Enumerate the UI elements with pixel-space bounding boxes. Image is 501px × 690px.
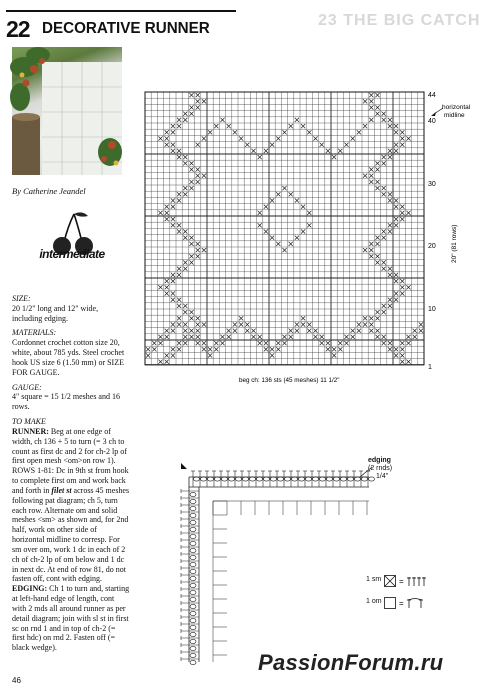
- filet-stitch-term: filet st: [51, 485, 72, 495]
- edging-detail-size: 1/4": [376, 473, 389, 481]
- gauge-text: 4" square = 15 1/2 meshes and 16 rows.: [12, 392, 120, 412]
- midline-label: horizontal midline: [442, 104, 471, 119]
- edging-label: EDGING:: [12, 584, 48, 594]
- edging-text: Ch 1 to turn and, starting at left-hand edge of length, cont with 2 mds all around runner as per detail diagram; join with sl st in first sc on rnd 1 and in top of ch-2 (= first hdc) on rnd 2. Fasten off (= black wedge).: [12, 584, 130, 653]
- cherries-icon: [24, 212, 120, 252]
- svg-text:=: =: [399, 577, 404, 586]
- chart-width-label: beg ch: 136 sts (45 meshes) 11 1/2": [239, 377, 340, 384]
- to-make-heading: TO MAKE: [12, 417, 46, 427]
- legend-om-label: 1 om: [366, 598, 382, 605]
- fasten-off-wedge-icon: [181, 463, 187, 469]
- pattern-number: 22: [6, 16, 30, 42]
- facing-page-title: 23 THE BIG CATCH: [318, 12, 481, 29]
- page-title: DECORATIVE RUNNER: [42, 20, 210, 37]
- svg-text:=: =: [399, 599, 404, 608]
- gauge-heading: GAUGE:: [12, 382, 42, 392]
- materials-text: Cordonnet crochet cotton size 20, white, about 785 yds. Steel crochet hook US size 6 (1.50 mm) or SIZE FOR GAUGE.: [12, 338, 125, 377]
- size-text: 20 1/2" long and 12" wide, including edging.: [12, 303, 99, 323]
- row-label-30: 30: [428, 181, 436, 188]
- edging-detail-rounds: (2 rnds): [368, 465, 393, 473]
- materials-heading: MATERIALS:: [12, 328, 57, 338]
- edging-stitch-diagram: [175, 455, 415, 670]
- skill-level-label: intermediate: [39, 247, 105, 261]
- solid-mesh-symbol-icon: [384, 574, 444, 588]
- runner-label: RUNNER:: [12, 426, 49, 436]
- chart-length-label: 20" (81 rows): [451, 224, 458, 263]
- legend-sm-label: 1 sm: [366, 576, 382, 583]
- row-label-20: 20: [428, 243, 436, 250]
- runner-text-2: across 45 meshes following pat diagram; ch 5, turn each row. Alternate om and solid meshes <sm> as shown and, for 2nd half, work on other side of horizontal midline to corresp. For sm over om, work 1 dc in each of 2 ch of ch-2 lp of om below and 1 dc in next dc. At end of row 81, do not fasten off, cont with edging.: [12, 485, 130, 584]
- page-number: 46: [12, 676, 21, 685]
- filet-chart-grid: [125, 88, 471, 388]
- row-label-1: 1: [428, 364, 432, 371]
- skill-level-badge: [24, 212, 120, 268]
- runner-instructions: [12, 427, 130, 653]
- stitch-legend: [366, 570, 476, 620]
- row-label-40: 40: [428, 118, 436, 125]
- edging-detail-title: edging: [368, 457, 391, 464]
- size-heading: SIZE:: [12, 294, 31, 303]
- row-label-10: 10: [428, 306, 436, 313]
- legend-om-row: [366, 598, 382, 605]
- open-mesh-symbol-icon: [384, 596, 444, 610]
- pattern-header: [6, 10, 236, 42]
- runner-text-1: Beg at one edge of width, ch 136 + 5 to turn (= 3 ch to count as first dc and 2 for ch-2 lp of first open mesh <om>on row 1). ROWS 1-81: Dc in 9th st from hook to complete first om and work back and forth in: [12, 426, 129, 495]
- row-label-44: 44: [428, 92, 436, 99]
- photo-illustration: [12, 47, 122, 175]
- filet-chart: [125, 88, 471, 388]
- site-watermark: PassionForum.ru: [258, 650, 444, 675]
- legend-sm-row: [366, 576, 381, 583]
- instructions-column: [12, 294, 130, 653]
- author-byline: By Catherine Jeandel: [12, 186, 86, 196]
- runner-photo: [12, 47, 122, 175]
- edging-detail-diagram: [175, 455, 415, 670]
- edging-detail-label: [368, 457, 392, 481]
